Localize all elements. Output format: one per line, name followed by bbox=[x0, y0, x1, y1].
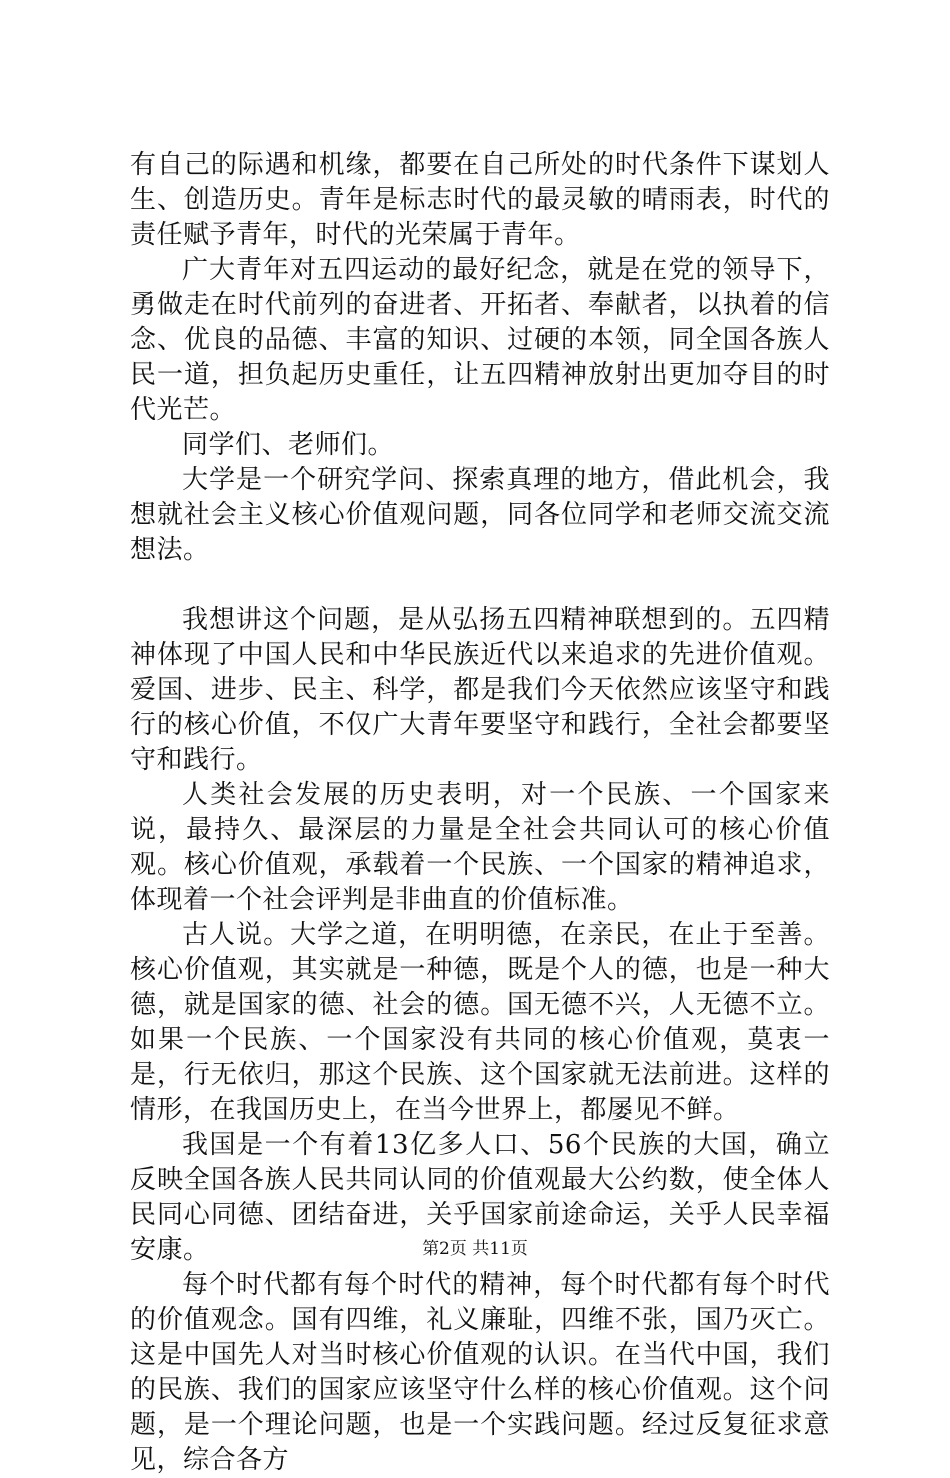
paragraph-ancients-said: 古人说。大学之道，在明明德，在亲民，在止于至善。核心价值观，其实就是一种德，既是个人的德，也是一种大德，就是国家的德、社会的德。国无德不兴，人无德不立。如果一个民族、一个国家没有共同的核心价值观，莫衷一是，行无依归，那这个民族、这个国家就无法前进。这样的情形，在我国历史上，在当今世界上，都屡见不鲜。 bbox=[130, 920, 830, 1125]
paragraph-university: 大学是一个研究学问、探索真理的地方，借此机会，我想就社会主义核心价值观问题，同各位同学和老师交流交流想法。 bbox=[130, 465, 830, 565]
paragraph-our-country: 我国是一个有着13亿多人口、56个民族的大国，确立反映全国各族人民共同认同的价值观最大公约数，使全体人民同心同德、团结奋进，关乎国家前途命运，关乎人民幸福安康。 bbox=[130, 1130, 830, 1265]
paragraph-greeting: 同学们、老师们。 bbox=[182, 430, 395, 460]
paragraph-youth-memorial: 广大青年对五四运动的最好纪念，就是在党的领导下，勇做走在时代前列的奋进者、开拓者、奉献者，以执着的信念、优良的品德、丰富的知识、过硬的本领，同全国各族人民一道，担负起历史重任，让五四精神放射出更加夺目的时代光芒。 bbox=[130, 255, 830, 425]
document-body bbox=[130, 148, 830, 1478]
page-footer: 第2页 共11页 bbox=[422, 1239, 528, 1259]
paragraph-history-shows: 人类社会发展的历史表明，对一个民族、一个国家来说，最持久、最深层的力量是全社会共同认可的核心价值观。核心价值观，承载着一个民族、一个国家的精神追求，体现着一个社会评判是非曲直的价值标准。 bbox=[130, 780, 830, 915]
paragraph-may-fourth-spirit: 我想讲这个问题，是从弘扬五四精神联想到的。五四精神体现了中国人民和中华民族近代以来追求的先进价值观。爱国、进步、民主、科学，都是我们今天依然应该坚守和践行的核心价值，不仅广大青年要坚守和践行，全社会都要坚守和践行。 bbox=[130, 605, 830, 775]
paragraph-continuation: 有自己的际遇和机缘，都要在自己所处的时代条件下谋划人生、创造历史。青年是标志时代的最灵敏的晴雨表，时代的责任赋予青年，时代的光荣属于青年。 bbox=[130, 150, 830, 250]
paragraph-each-era: 每个时代都有每个时代的精神，每个时代都有每个时代的价值观念。国有四维，礼义廉耻，四维不张，国乃灭亡。这是中国先人对当时核心价值观的认识。在当代中国，我们的民族、我们的国家应该坚守什么样的核心价值观。这个问题，是一个理论问题，也是一个实践问题。经过反复征求意见，综合各方 bbox=[130, 1270, 830, 1475]
